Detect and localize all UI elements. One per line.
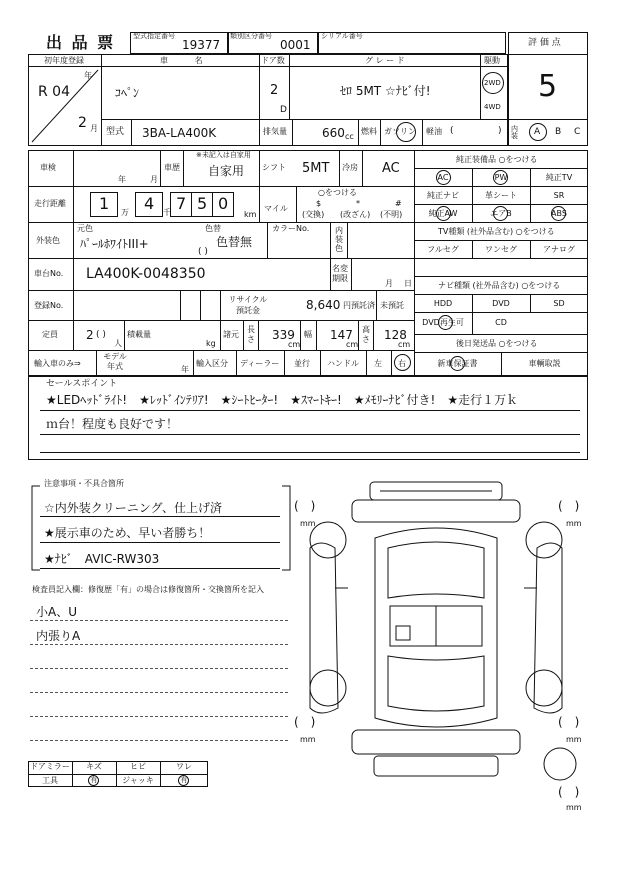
legend-jack: ジャッキ <box>122 776 154 785</box>
model-value: 3BA-LA400K <box>142 126 217 140</box>
doors-label: ドア数 <box>261 56 285 65</box>
legend-jack-have: 有 <box>180 776 188 784</box>
tv-oneseg: ワンセグ <box>485 245 517 254</box>
sales-point-line-2: ｍ台！程度も良好です！ <box>46 417 179 431</box>
mileage-circle-note: ○をつける <box>318 188 357 197</box>
load-label: 積載量 <box>127 330 151 339</box>
interior-b: B <box>555 127 562 137</box>
shaken-year-unit: 年 <box>118 175 126 184</box>
name-change-day: 日 <box>404 279 412 288</box>
later-warranty-circle <box>450 356 465 371</box>
equip-aw-circle <box>436 206 451 221</box>
model-year-label: モデル年式 <box>103 352 127 371</box>
page-title: 出 品 票 <box>46 33 116 52</box>
cc-unit: cc <box>345 132 354 141</box>
legend-door-mirror: ドアミラー <box>30 762 70 771</box>
mileage-man-unit: 万 <box>121 208 129 217</box>
fuel-gasoline: ガソリン <box>384 127 416 136</box>
shift-value: 5MT <box>302 161 330 176</box>
capacity-unit: 人 <box>114 339 122 348</box>
mileage-digit: 0 <box>218 194 229 213</box>
mileage-unknown: (不明) <box>380 210 403 219</box>
equip-pw-circle <box>493 170 508 185</box>
equip-airbag-circle <box>493 206 508 221</box>
sales-point-line-1: ★LEDﾍｯﾄﾞﾗｲﾄ! ★ﾚｯﾄﾞｲﾝﾃﾘｱ! ★ｼｰﾄﾋｰﾀｰ! ★ｽﾏｰﾄｷｰ! ★ﾒﾓﾘｰﾅﾋﾞ付き! ★走行１万ｋ <box>46 393 519 407</box>
first-reg-label: 初年度登録 <box>44 56 84 65</box>
doors-value: 2 <box>270 83 279 98</box>
sales-point-label: セールスポイント <box>46 379 118 389</box>
color-no-label: カラーNo. <box>272 224 310 233</box>
tire-rr-bracket: ( ) <box>558 715 580 729</box>
first-reg-year: R 04 <box>38 84 70 100</box>
fuel-paren-close: ) <box>498 126 502 136</box>
mileage-digit: 7 <box>176 194 187 213</box>
tv-fullseg: フルセグ <box>427 245 459 254</box>
car-damage-diagram <box>290 478 590 808</box>
color-label: 外装色 <box>36 236 60 245</box>
fuel-gasoline-circle <box>396 122 416 142</box>
capacity-value: 2 <box>86 328 94 342</box>
mileage-modified: (改ざん) <box>340 210 371 219</box>
tire-fl-bracket: ( ) <box>294 499 316 513</box>
serial-label: シリアル番号 <box>321 32 363 40</box>
registration-label: 登録No. <box>34 301 64 310</box>
left-handle: 左 <box>374 359 382 368</box>
original-color: ﾊﾟｰﾙﾎﾜｲﾄIII+ <box>80 237 149 251</box>
navi-dvd-play-circle <box>438 315 453 330</box>
car-name-label: 車 名 <box>160 56 215 65</box>
history-label: 車歴 <box>164 163 180 172</box>
tv-title: TV種類 (社外品含む) ○をつける <box>438 227 555 236</box>
equip-tv: 純正TV <box>545 173 573 182</box>
drive-2wd: 2WD <box>484 79 501 87</box>
class-label: 類別区分番号 <box>230 32 272 40</box>
grade-value: ｾﾛ 5MT ☆ﾅﾋﾞ付! <box>340 84 431 98</box>
mileage-label: 走行距離 <box>34 199 66 208</box>
inspector-line-1: 小A、U <box>36 605 77 619</box>
parallel-label: 並行 <box>294 359 310 368</box>
navi-dvd: DVD <box>492 299 510 308</box>
fuel-label: 燃料 <box>361 127 377 136</box>
navi-hdd: HDD <box>433 299 453 308</box>
chassis-number: LA400K-0048350 <box>86 266 206 282</box>
tire-spare-bracket: ( ) <box>558 785 580 799</box>
legend-break: ワレ <box>176 762 192 771</box>
shift-label: シフト <box>262 163 286 172</box>
cooler-label: 冷房 <box>342 163 358 172</box>
recycle-unpaid: 未預託 <box>380 301 404 310</box>
equipment-title: 純正装備品 ○をつける <box>456 155 538 164</box>
import-label: 輸入車のみ⇒ <box>34 359 81 368</box>
shaken-month-unit: 月 <box>150 175 158 184</box>
color-paren: ( ) <box>198 247 208 257</box>
notes-line-2: ★展示車のため、早い者勝ち！ <box>44 526 211 540</box>
mileage-unknown-sym: # <box>395 199 402 208</box>
recycle-status: 円預託済 <box>343 301 375 310</box>
doors-sub: D <box>280 105 287 115</box>
tire-rl-bracket: ( ) <box>294 715 316 729</box>
drive-4wd: 4WD <box>484 103 501 111</box>
height-unit: cm <box>398 340 411 349</box>
equip-ac-circle <box>436 170 451 185</box>
navi-title: ナビ種類 (社外品含む) ○をつける <box>438 281 561 290</box>
later-title: 後日発送品 ○をつける <box>456 339 538 348</box>
height-label: 高さ <box>362 325 370 344</box>
capacity-paren: ( ) <box>96 330 106 340</box>
equip-ac: AC <box>437 173 449 182</box>
fuel-light-oil: 軽油 <box>426 127 442 136</box>
legend-jack-have-circle <box>178 775 189 786</box>
model-label: 型式 <box>106 127 125 137</box>
width-value: 147 <box>330 328 353 342</box>
original-color-label: 元色 <box>77 224 93 233</box>
first-reg-year-unit: 年 <box>84 71 92 80</box>
color-change-label: 色替 <box>205 224 221 233</box>
interior-c: C <box>574 127 581 137</box>
handle-label: ハンドル <box>327 359 359 368</box>
length-value: 339 <box>272 328 295 342</box>
legend-tools-have-circle <box>88 775 99 786</box>
right-handle: 右 <box>398 359 406 368</box>
equip-abs: ABS <box>551 209 567 218</box>
first-reg-diagonal <box>28 66 101 146</box>
legend-crack: ヒビ <box>130 762 146 771</box>
mileage-modified-sym: * <box>356 199 360 208</box>
navi-dvd-play: DVD再生可 <box>422 318 464 327</box>
mileage-exchange-sym: $ <box>316 199 322 208</box>
height-value: 128 <box>384 328 407 342</box>
later-manual: 車輌取説 <box>528 359 561 368</box>
inspector-line-2: 内張りA <box>36 629 81 643</box>
mileage-digit: 5 <box>197 194 208 213</box>
equip-aw: 純正AW <box>428 209 458 218</box>
evaluation-score: 5 <box>538 69 558 104</box>
cooler-value: AC <box>382 161 400 176</box>
tire-rr-unit: mm <box>566 735 582 744</box>
type-approval-label: 型式指定番号 <box>133 32 175 40</box>
tire-rl-unit: mm <box>300 735 316 744</box>
score-label: 評 価 点 <box>528 38 561 48</box>
tire-spare-unit: mm <box>566 803 582 812</box>
first-reg-month: 2 <box>78 115 87 131</box>
cc-value: 660 <box>322 126 345 140</box>
first-reg-month-unit: 月 <box>90 124 98 133</box>
class-value: 0001 <box>280 38 311 52</box>
equip-airbag: エアB <box>490 209 512 218</box>
recycle-label: リサイクル預託金 <box>228 295 268 315</box>
dims-label: 諸元 <box>223 330 239 339</box>
type-approval-value: 19377 <box>182 38 221 52</box>
color-change: 色替無 <box>216 235 253 249</box>
history-value: 自家用 <box>208 164 245 178</box>
import-class-label: 輸入区分 <box>196 359 228 368</box>
tire-fr-unit: mm <box>566 519 582 528</box>
legend-tools-have: 有 <box>90 776 98 784</box>
equip-navi: 純正ナビ <box>427 191 459 200</box>
tv-analog: アナログ <box>543 245 575 254</box>
car-name: ｺﾍﾟﾝ <box>115 86 140 100</box>
width-label: 幅 <box>304 330 312 339</box>
shaken-label: 車検 <box>40 163 56 172</box>
equip-abs-circle <box>551 206 566 221</box>
fuel-paren-open: ( <box>450 126 454 136</box>
mileage-digit: 4 <box>144 194 155 213</box>
name-change-label: 名変期限 <box>332 264 348 283</box>
equip-leather: 革シート <box>485 191 517 200</box>
mileage-sen-unit: 千 <box>163 208 171 217</box>
equip-pw: PW <box>494 173 508 182</box>
equip-sr: SR <box>553 191 565 200</box>
inspector-label: 検査員記入欄：修復歴「有」の場合は修復箇所・交換箇所を記入 <box>32 585 264 594</box>
interior-color-label: 内装色 <box>335 226 343 253</box>
interior-label: 内装 <box>511 125 518 140</box>
width-unit: cm <box>346 340 359 349</box>
recycle-amount: 8,640 <box>306 298 341 312</box>
navi-sd: SD <box>553 299 565 308</box>
later-warranty: 新車保証書 <box>437 359 478 368</box>
length-label: 長さ <box>247 325 255 344</box>
notes-line-1: ☆内外装クリーニング、仕上げ済 <box>44 501 223 515</box>
name-change-month: 月 <box>385 279 393 288</box>
length-unit: cm <box>288 340 301 349</box>
mileage-exchange: (交換) <box>302 210 325 219</box>
mileage-digit: 1 <box>99 194 110 213</box>
tire-fr-bracket: ( ) <box>558 499 580 513</box>
load-unit: kg <box>206 339 216 348</box>
capacity-label: 定員 <box>42 330 58 339</box>
drive-label: 駆動 <box>484 56 500 65</box>
grade-label: グ レ ー ド <box>365 56 405 65</box>
tire-fl-unit: mm <box>300 519 316 528</box>
navi-cd: CD <box>495 318 507 327</box>
legend-scratch: キズ <box>86 762 102 771</box>
dealer-label: ディーラー <box>240 359 280 368</box>
interior-a: A <box>534 127 541 137</box>
notes-line-3: ★ﾅﾋﾞ AVIC-RW303 <box>44 552 160 566</box>
legend-tools: 工具 <box>42 776 58 785</box>
chassis-label: 車台No. <box>34 269 64 278</box>
history-note: ※未記入は自家用 <box>196 151 251 159</box>
cc-label: 排気量 <box>263 127 287 136</box>
notes-label: 注意事項・不具合箇所 <box>44 479 124 488</box>
mile-label: マイル <box>264 204 288 213</box>
model-year-unit: 年 <box>181 365 189 374</box>
mileage-km-unit: km <box>244 210 257 219</box>
